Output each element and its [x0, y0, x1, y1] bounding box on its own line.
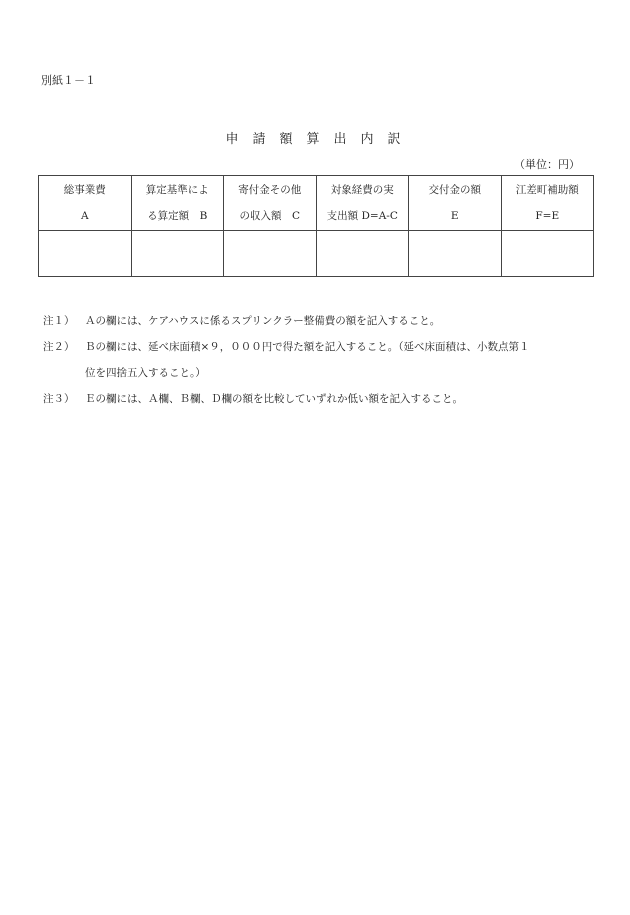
column-header-line: 支出額 D=A-C — [326, 210, 398, 222]
table-cell-grant-amount[interactable] — [409, 231, 502, 277]
column-header-line: の収入額 C — [239, 210, 301, 222]
attachment-label: 別紙１－１ — [41, 74, 96, 87]
note-2-continuation: 位を四捨五入すること。） — [85, 367, 206, 379]
note-tag: 注１） — [43, 315, 75, 327]
note-3 — [43, 386, 603, 412]
notes-section — [43, 308, 603, 412]
column-header-other-income — [224, 176, 317, 231]
column-header-total-cost — [39, 176, 132, 231]
note-2 — [43, 334, 603, 360]
note-1 — [43, 308, 603, 334]
breakdown-table — [38, 175, 594, 277]
column-header-town-subsidy — [501, 176, 594, 231]
note-text: Ｅの欄には、Ａ欄、Ｂ欄、Ｄ欄の額を比較していずれか低い額を記入すること。 — [85, 393, 463, 405]
column-header-line: る算定額 B — [147, 210, 208, 222]
note-text: Ｂの欄には、延べ床面積×９，０００円で得た額を記入すること。（延べ床面積は、小数点第１ — [85, 341, 530, 353]
table-cell-standard-amount[interactable] — [131, 231, 224, 277]
column-header-line: 交付金の額 — [428, 184, 481, 196]
column-header-line: 江差町補助額 — [515, 184, 579, 196]
column-header-line: E — [450, 210, 459, 222]
note-tag: 注３） — [43, 393, 75, 405]
column-header-grant-amount — [409, 176, 502, 231]
unit-label: （単位：円） — [514, 158, 580, 171]
note-tag: 注２） — [43, 341, 75, 353]
column-header-line: 総事業費 — [63, 184, 106, 196]
note-text: Ａの欄には、ケアハウスに係るスプリンクラー整備費の額を記入すること。 — [85, 315, 441, 327]
column-header-line: 算定基準によ — [145, 184, 209, 196]
column-header-actual-expense — [316, 176, 409, 231]
table-cell-actual-expense[interactable] — [316, 231, 409, 277]
column-header-line: A — [80, 210, 89, 222]
table-header-row — [39, 176, 594, 231]
table-row — [39, 231, 594, 277]
column-header-line: F=E — [535, 210, 560, 222]
table-cell-town-subsidy[interactable] — [501, 231, 594, 277]
column-header-line: 対象経費の実 — [330, 184, 394, 196]
page-title: 申請額算出内訳 — [225, 132, 415, 147]
table-cell-other-income[interactable] — [224, 231, 317, 277]
column-header-standard-amount — [131, 176, 224, 231]
table-cell-total-cost[interactable] — [39, 231, 132, 277]
column-header-line: 寄付金その他 — [238, 184, 302, 196]
